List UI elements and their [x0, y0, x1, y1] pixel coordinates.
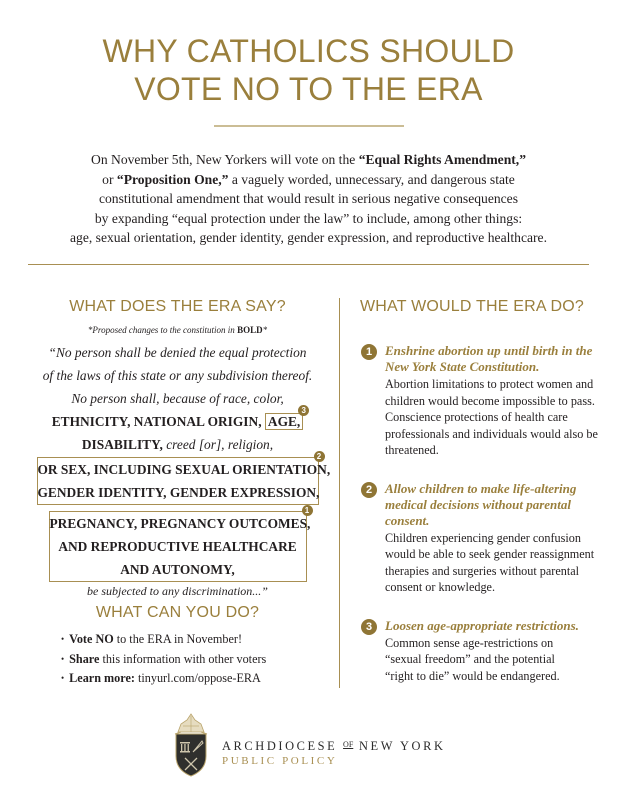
- org-title-part: NEW YORK: [358, 739, 446, 753]
- effect-item-1: [360, 343, 610, 459]
- note-text: *Proposed changes to the constitution in: [87, 325, 238, 335]
- action-list: [25, 630, 330, 689]
- action-text: this information with other voters: [99, 651, 267, 666]
- title-line-1: WHY CATHOLICS SHOULD: [102, 33, 515, 69]
- intro-text: by expanding “equal protection under the law” to include, among other things:: [94, 210, 523, 226]
- quote-bold-text: OR SEX, INCLUDING SEXUAL ORIENTATION,: [37, 462, 331, 477]
- quote-bold-text: DISABILITY,: [81, 437, 163, 452]
- org-subtitle: PUBLIC POLICY: [222, 755, 338, 767]
- action-item-share: [61, 650, 330, 670]
- what-can-you-do-section: [25, 604, 330, 689]
- badge-2: 2: [314, 451, 325, 462]
- bold-changes-note: [25, 325, 330, 335]
- effect-title: Allow children to make life-altering medical decisions without parental consent.: [385, 480, 577, 528]
- action-bold: Learn more:: [69, 671, 135, 685]
- quote-bold-text: AND REPRODUCTIVE HEALTHCARE: [58, 539, 297, 554]
- age-highlight-box: [265, 406, 306, 430]
- effect-body: Abortion limitations to protect women and children would become impossible to pass. Conscience protections of health care professionals and individuals would also be threatened.: [385, 377, 598, 457]
- effect-title: Loosen age-appropriate restrictions.: [385, 617, 579, 633]
- quote-bold-text: ETHNICITY, NATIONAL ORIGIN,: [51, 414, 262, 429]
- quote-bold-text: PREGNANCY, PREGNANCY OUTCOMES,: [49, 516, 311, 531]
- quote-line: No person shall, because of race, color,: [71, 391, 284, 406]
- intro-text: constitutional amendment that would result in serious negative consequences: [98, 191, 519, 206]
- learn-more-link[interactable]: tinyurl.com/oppose-ERA: [134, 671, 261, 685]
- action-bold: Share: [69, 651, 100, 666]
- effect-body: Common sense age-restrictions on “sexual freedom” and the potential “right to die” would be endangered.: [385, 635, 560, 683]
- page-title: [0, 32, 617, 108]
- age-text: AGE,: [267, 414, 301, 429]
- column-divider: [339, 298, 340, 688]
- quote-bold-text: AND AUTONOMY,: [120, 562, 235, 577]
- section-divider: [28, 264, 589, 265]
- action-item-learn-more: [61, 669, 330, 689]
- org-title: [222, 739, 446, 754]
- intro-text: a vaguely worded, unnecessary, and dangerous state: [228, 171, 515, 187]
- org-title-part: ARCHDIOCESE: [222, 739, 338, 753]
- quote-line: of the laws of this state or any subdivision thereof.: [42, 368, 313, 383]
- section-heading-what-can-you-do: WHAT CAN YOU DO?: [95, 604, 260, 621]
- section-heading-what-era-would-do: WHAT WOULD THE ERA DO?: [360, 298, 584, 315]
- intro-text: age, sexual orientation, gender identity, gender expression, and reproductive healthcare.: [70, 230, 547, 245]
- quote-line: [25, 406, 330, 433]
- intro-bold-proposition: “Proposition One,”: [116, 171, 229, 187]
- quote-line: be subjected to any discrimination...”: [87, 584, 268, 598]
- effect-item-2: [360, 481, 610, 596]
- note-bold: BOLD: [237, 325, 263, 335]
- quote-line: “No person shall be denied the equal protection: [48, 345, 307, 360]
- quote-italic-text: creed [or], religion,: [162, 437, 274, 452]
- intro-text: On November 5th, New Yorkers will vote on the: [91, 152, 359, 167]
- effect-body: Children experiencing gender confusion would be able to seek gender reassignment therapies and surgeries without parental consent or knowledge.: [385, 530, 595, 594]
- org-title-of: OF: [343, 740, 354, 749]
- action-bold: Vote NO: [69, 632, 114, 646]
- action-item-vote: [61, 630, 330, 650]
- era-text-section: [25, 298, 330, 600]
- note-text: *: [262, 325, 268, 335]
- number-3-icon: 3: [361, 619, 377, 635]
- effect-title: Enshrine abortion up until birth in the New York State Constitution.: [385, 343, 593, 374]
- intro-bold-era: “Equal Rights Amendment,”: [358, 152, 526, 167]
- action-text: to the ERA in November!: [113, 632, 243, 646]
- section-heading-what-era-says: WHAT DOES THE ERA SAY?: [69, 298, 286, 315]
- sexual-orientation-highlight-box: [37, 452, 331, 505]
- badge-3: 3: [298, 405, 309, 416]
- intro-text: or: [102, 171, 117, 187]
- quote-bold-text: GENDER IDENTITY, GENDER EXPRESSION,: [37, 485, 320, 500]
- archdiocese-crest-icon: [171, 712, 211, 778]
- quote-line: [25, 433, 330, 456]
- title-divider: [214, 125, 404, 127]
- title-line-2: VOTE NO TO THE ERA: [134, 71, 483, 107]
- reproductive-healthcare-highlight-box: [49, 506, 311, 582]
- amendment-quote: [25, 341, 330, 600]
- number-1-icon: 1: [361, 344, 377, 360]
- badge-1: 1: [302, 505, 313, 516]
- intro-paragraph: [30, 150, 587, 248]
- number-2-icon: 2: [361, 482, 377, 498]
- organization-name: [222, 739, 446, 767]
- effect-item-3: [360, 618, 610, 685]
- era-effects-section: [360, 298, 610, 684]
